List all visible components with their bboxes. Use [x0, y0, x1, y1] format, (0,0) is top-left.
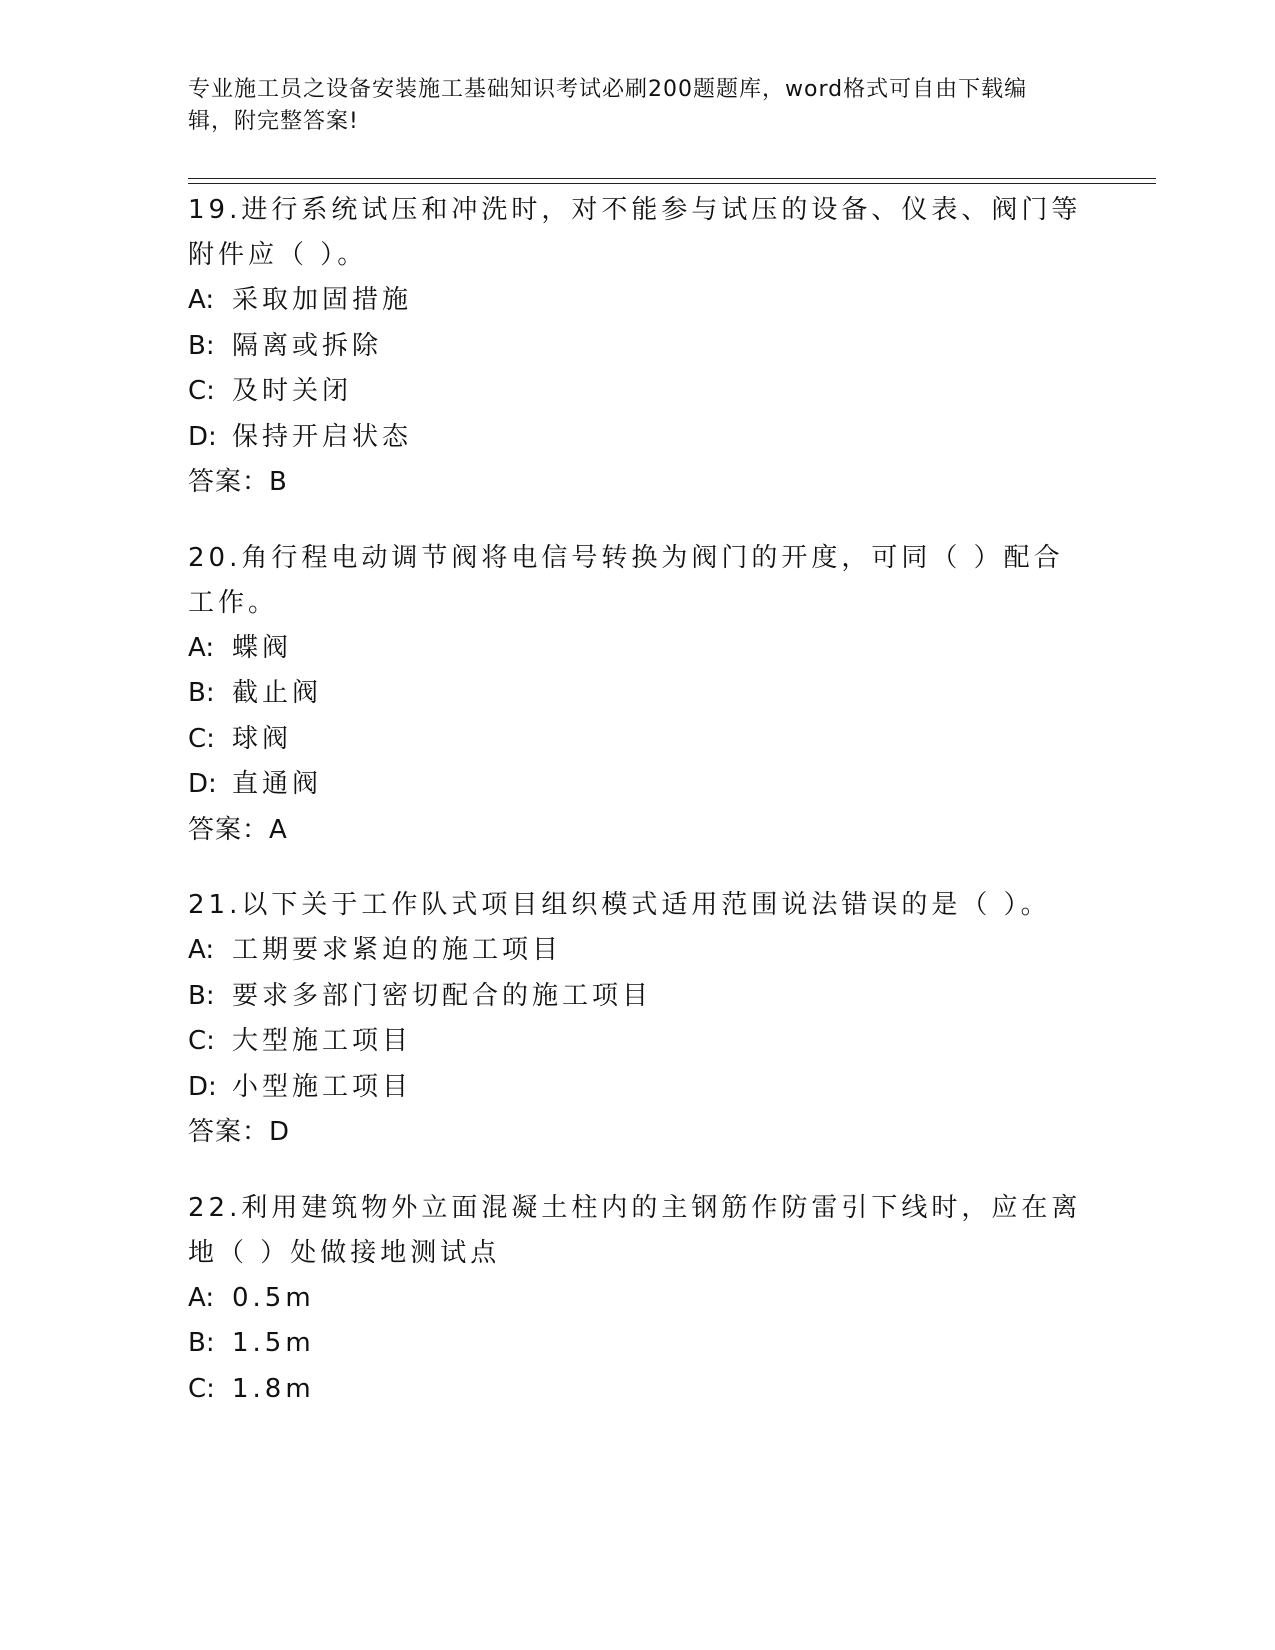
header-divider-bottom [188, 183, 1156, 184]
option-a [188, 928, 1088, 974]
option-letter: D: [188, 1071, 217, 1102]
option-letter: D: [188, 421, 217, 452]
option-text: 直通阀 [232, 769, 323, 799]
option-d [188, 762, 1088, 808]
option-a [188, 1276, 1088, 1322]
option-text: 1.8m [232, 1373, 315, 1404]
option-letter: C: [188, 376, 215, 406]
question-text: 20.角行程电动调节阀将电信号转换为阀门的开度，可同（ ）配合工作。 [188, 542, 1064, 618]
question-21 [188, 883, 1088, 1156]
option-letter: B: [188, 1328, 215, 1358]
option-text: 球阀 [232, 723, 293, 754]
option-b [188, 1321, 1088, 1367]
option-text: 隔离或拆除 [232, 330, 383, 361]
option-letter: C: [188, 1373, 215, 1404]
question-text: 22.利用建筑物外立面混凝土柱内的主钢筋作防雷引下线时，应在离地（ ）处做接地测试点 [188, 1192, 1082, 1268]
question-text: 21.以下关于工作队式项目组织模式适用范围说法错误的是（ ）。 [188, 890, 1051, 920]
answer: 答案：B [188, 467, 288, 497]
question-20 [188, 536, 1088, 854]
document-header: 专业施工员之设备安装施工基础知识考试必刷200题题库，word格式可自由下载编辑，附完整答案! [188, 77, 1028, 134]
option-text: 要求多部门密切配合的施工项目 [232, 980, 653, 1011]
option-text: 工期要求紧迫的施工项目 [232, 935, 563, 965]
answer: 答案：A [188, 814, 288, 845]
option-c [188, 369, 1088, 415]
option-text: 蝶阀 [232, 632, 293, 663]
option-a [188, 278, 1088, 324]
option-b [188, 974, 1088, 1020]
option-letter: A: [188, 1282, 215, 1313]
option-letter: A: [188, 935, 215, 965]
option-d [188, 1065, 1088, 1111]
option-letter: C: [188, 723, 215, 754]
option-d [188, 415, 1088, 461]
option-c [188, 1367, 1088, 1413]
question-text: 19.进行系统试压和冲洗时，对不能参与试压的设备、仪表、阀门等附件应（ ）。 [188, 195, 1082, 270]
option-letter: B: [188, 330, 215, 361]
option-b [188, 324, 1088, 370]
option-text: 采取加固措施 [232, 285, 413, 315]
option-b [188, 671, 1088, 717]
option-letter: A: [188, 632, 215, 663]
option-letter: C: [188, 1026, 215, 1056]
option-letter: B: [188, 980, 215, 1011]
option-text: 大型施工项目 [232, 1026, 413, 1056]
option-text: 截止阀 [232, 678, 323, 708]
option-text: 小型施工项目 [232, 1071, 413, 1102]
header-divider-top [188, 178, 1156, 179]
question-19 [188, 188, 1088, 506]
option-text: 1.5m [232, 1328, 315, 1358]
option-c [188, 717, 1088, 763]
option-letter: A: [188, 285, 215, 315]
question-22 [188, 1186, 1088, 1413]
option-letter: D: [188, 769, 217, 799]
option-a [188, 626, 1088, 672]
option-letter: B: [188, 678, 215, 708]
question-list [188, 188, 1088, 1442]
option-text: 0.5m [232, 1282, 315, 1313]
answer: 答案：D [188, 1117, 291, 1147]
option-text: 及时关闭 [232, 376, 353, 406]
option-c [188, 1019, 1088, 1065]
option-text: 保持开启状态 [232, 421, 413, 452]
